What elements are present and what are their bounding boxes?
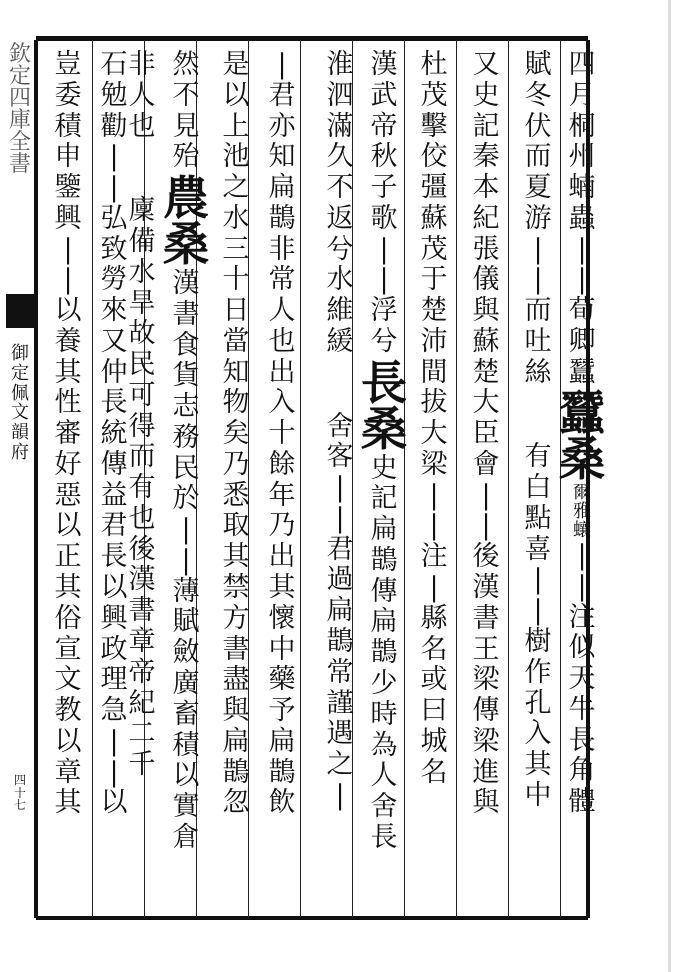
column-text: 是 以 上 池 之 水 三 十 日 當 知 物 矣 乃 悉 取 其 禁 方 書 盡 與 扁 鵲 忽 — [222, 49, 250, 819]
text-column-7 — [262, 50, 302, 819]
column-text: 四 月 桐 州 蝻 蟲 | | 荀 卿 蠶 — [568, 49, 596, 388]
column-text: 漢 書 王 梁 傳 梁 進 與 — [472, 572, 500, 819]
column-text: 然 不 見 殆 — [172, 49, 200, 173]
column-text: 又 史 記 秦 本 紀 張 儀 與 蘇 楚 大 臣 會 | | 後 — [472, 49, 500, 573]
column-text: 史 記 扁 鵲 傳 扁 鵲 少 時 為 人 舍 長 — [370, 452, 398, 853]
column-text: 漢 書 食 貨 志 務 民 於 | | 薄 賦 斂 廣 畜 積 以 實 倉 — [172, 268, 200, 853]
gutter-rule — [34, 40, 38, 918]
text-column-5 — [361, 49, 407, 854]
page-number: 四 十 七 — [13, 773, 26, 813]
column-text: | 縣 名 或 曰 城 名 — [420, 572, 448, 788]
headword: 農 桑 — [163, 171, 209, 272]
text-column-6 — [320, 50, 360, 812]
text-column-1 — [559, 49, 605, 818]
headword: 蠶 桑 — [559, 386, 605, 487]
page-edge — [668, 0, 671, 972]
column-text: 漢 武 帝 秋 子 歌 | | 浮 兮 — [370, 49, 398, 357]
text-column-9 — [163, 49, 209, 854]
column-text: 豈 委 積 申 鑒 興 | | 以 養 其 性 審 好 惡 以 正 其 俗 宣 文 教 以 章 其 — [54, 49, 82, 819]
gutter — [6, 44, 34, 914]
column-text: 石 勉 勸 | | 弘 致 勞 來 又 仲 長 統 傳 益 君 長 以 興 政 理 急 | | 以 — [100, 49, 128, 819]
column-text: 廩 備 水 旱 故 民 可 得 而 有 也 後 漢 書 章 帝 紀 二 千 — [128, 195, 156, 781]
column-text: 有 白 點 喜 | | 樹 作 孔 入 其 中 — [524, 441, 552, 811]
text-column-12 — [48, 50, 88, 819]
text-column-11 — [94, 50, 134, 819]
headword: 長 桑 — [361, 355, 407, 456]
column-rule — [508, 40, 509, 918]
column-rule — [92, 40, 93, 918]
text-column-3 — [466, 50, 506, 819]
text-column-2 — [518, 50, 558, 812]
column-text: | | 注 似 天 牛 長 角 體 — [568, 540, 596, 818]
column-text: 淮 泗 滿 久 不 返 兮 水 維 緩 — [326, 49, 354, 357]
column-rule — [404, 40, 405, 918]
gutter-head: 欽 定 四 庫 全 書 — [8, 42, 31, 177]
gutter-title: 御 定 佩 文 韻 府 — [11, 343, 29, 463]
column-text: 舍 客 | | 君 過 扁 鵲 常 謹 遇 之 | — [326, 410, 354, 811]
text-column-8 — [216, 50, 256, 819]
fishtail-mark — [6, 294, 34, 328]
column-text: 杜 茂 擊 佼 彊 蘇 茂 于 楚 沛 間 拔 大 梁 | | 注 — [420, 49, 448, 573]
annotation: 爾 雅 蠰 — [573, 482, 591, 542]
column-rule — [456, 40, 457, 918]
column-text: 賦 冬 伏 而 夏 游 | | 而 吐 絲 — [524, 49, 552, 388]
text-column-4 — [414, 50, 454, 788]
column-text: | 君 亦 知 扁 鵲 非 常 人 也 出 入 十 餘 年 乃 出 其 懷 中 藥 予 扁 鵲 飲 — [268, 49, 296, 819]
column-text: 非 人 也 — [128, 49, 156, 142]
